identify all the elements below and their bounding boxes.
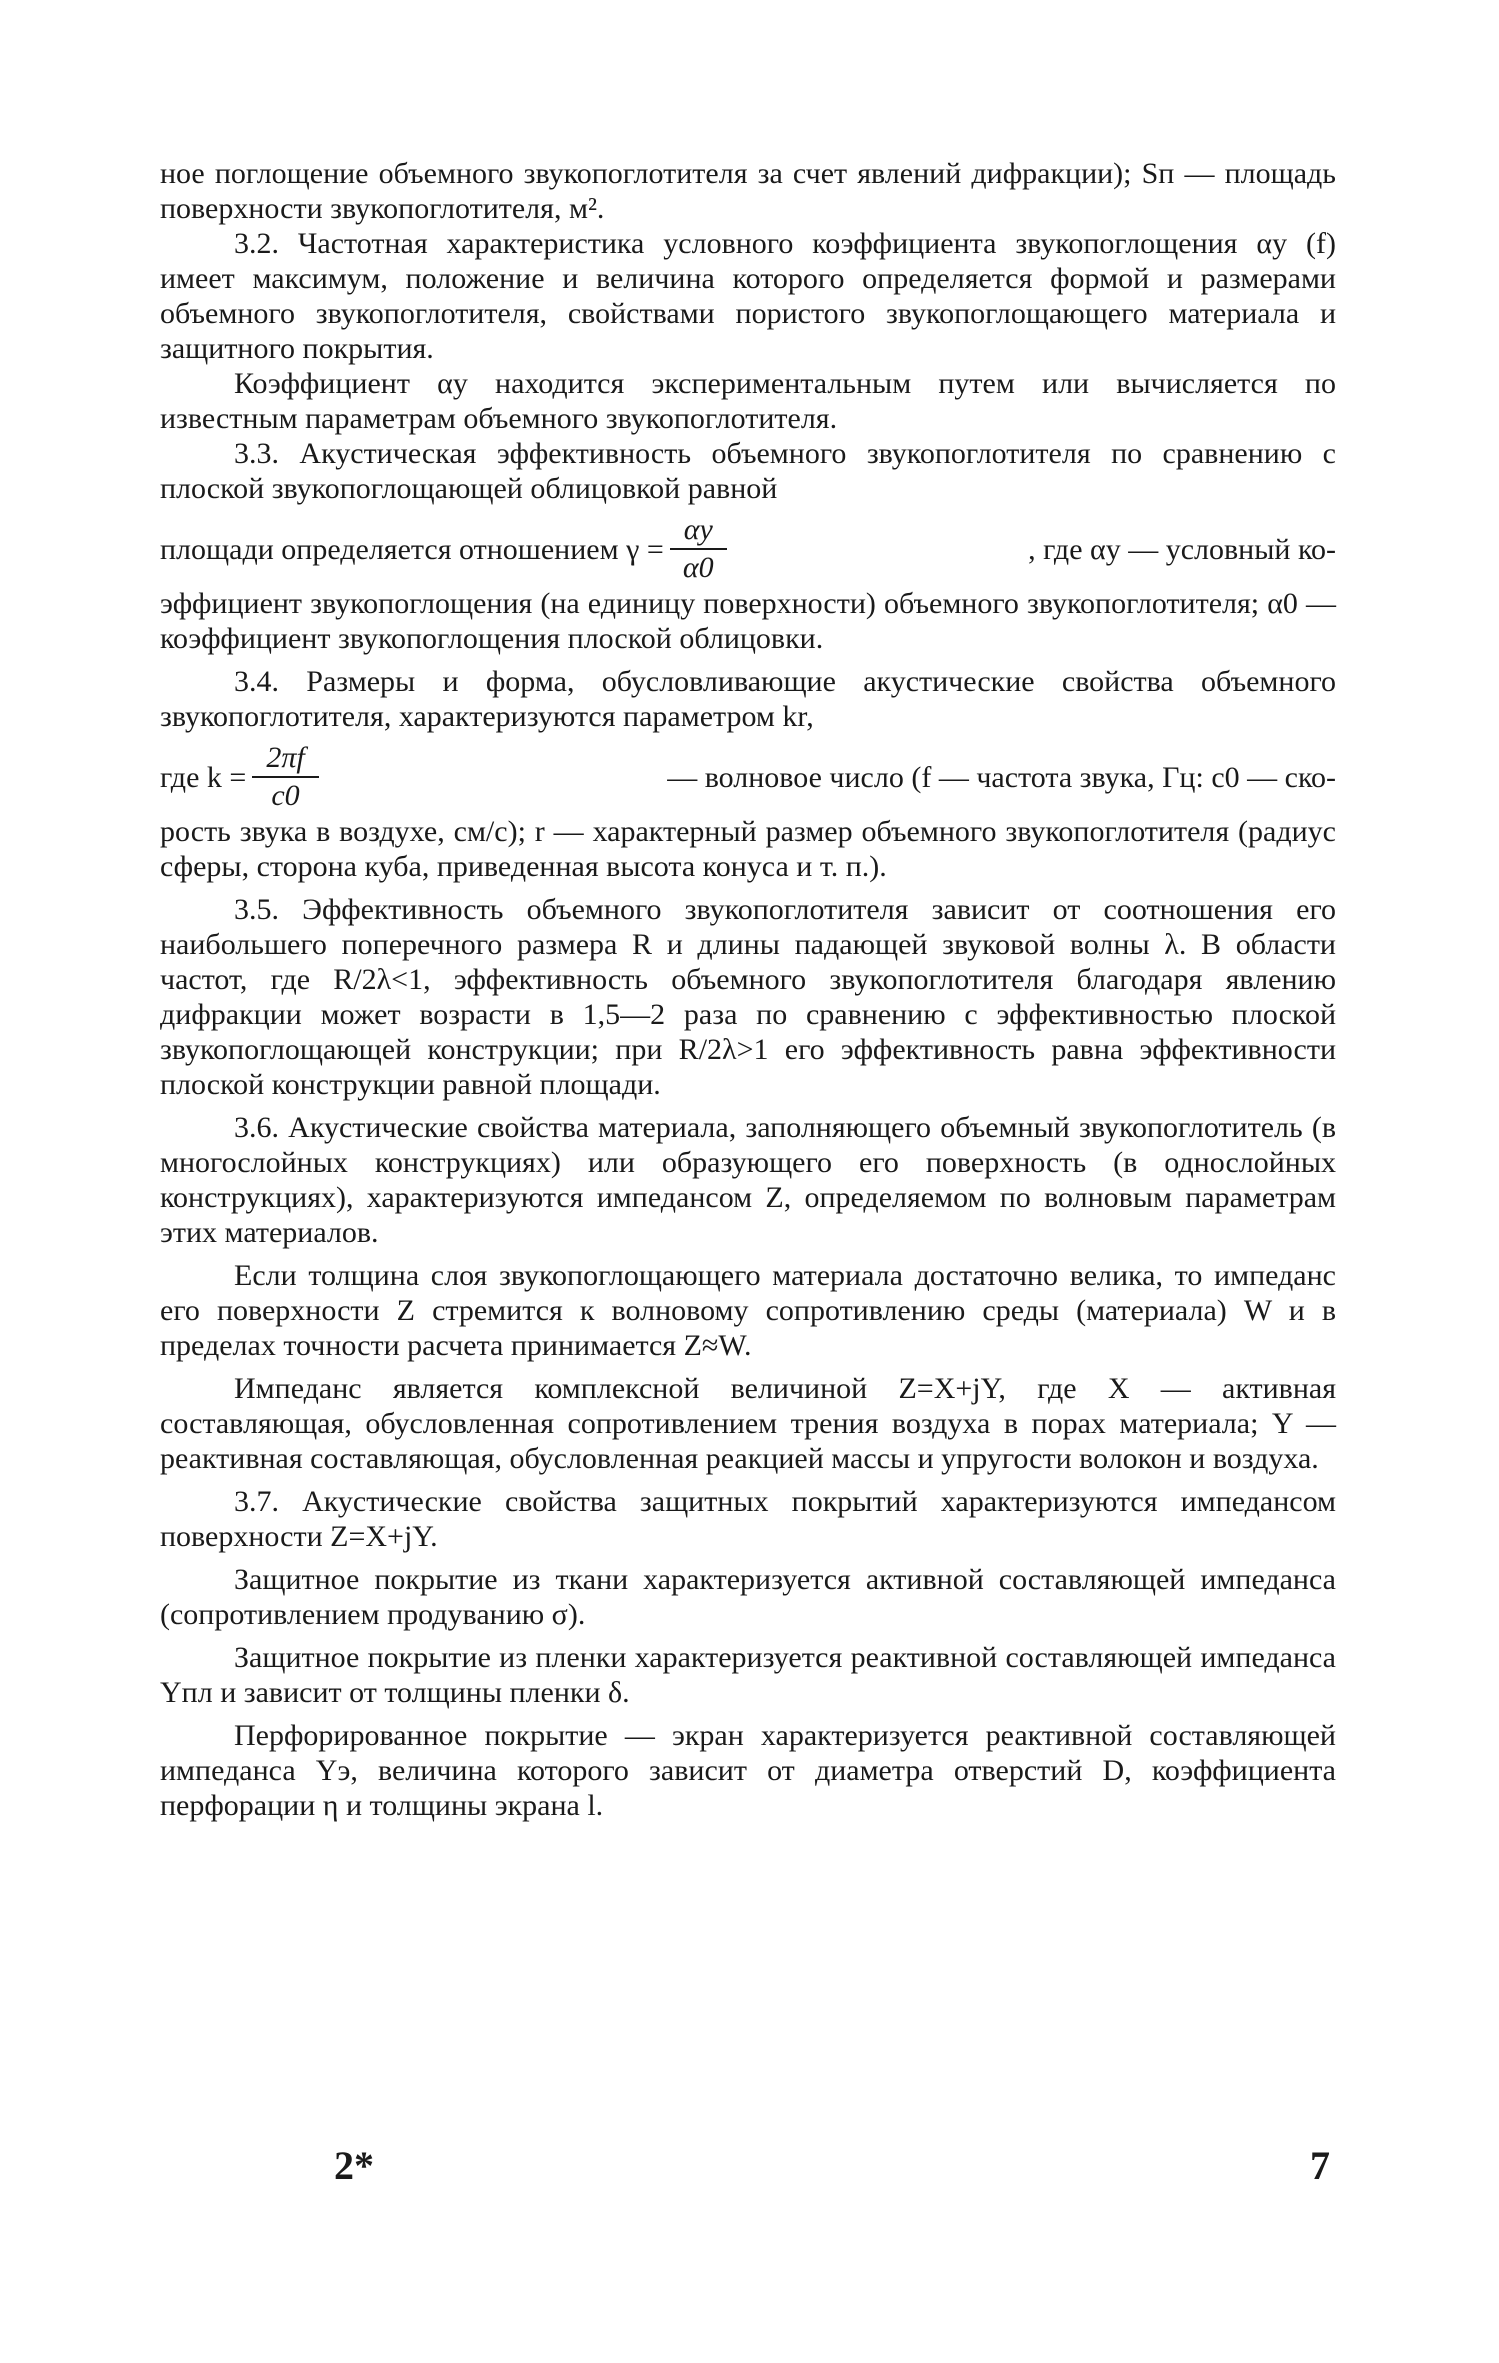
page-number: 7: [1310, 2143, 1330, 2188]
paragraph-3-4: 3.4. Размеры и форма, обусловливающие акустические свойства объемного звукопоглотителя, характеризуются параметром kr,: [160, 665, 1336, 733]
paragraph-3-2: 3.2. Частотная характеристика условного коэффициента звукопоглощения αу (f) имеет максимум, положение и величина которого определяется формой и размерами объемного звукопоглотителя, свойствами пористого звукопоглощающего материала и защитного покрытия.: [160, 227, 1336, 365]
paragraph-coefficient: Коэффициент αу находится экспериментальным путем или вычисляется по известным параметрам объемного звукопоглотителя.: [160, 367, 1336, 435]
fraction-numerator: 2πf: [252, 740, 318, 778]
fraction-gamma: [670, 512, 727, 586]
paragraph-3-3: 3.3. Акустическая эффективность объемного звукопоглотителя по сравнению с плоской звукопоглощающей облицовкой равной: [160, 437, 1336, 505]
signature-mark: 2*: [334, 2143, 374, 2188]
paragraph-3-5: 3.5. Эффективность объемного звукопоглотителя зависит от соотношения его наибольшего поперечного размера R и длины падающей звуковой волны λ. В области частот, где R/2λ<1, эффективность объемного звукопоглотителя благодаря явлению дифракции может возрасти в 1,5—2 раза по сравнению с эффективностью плоской звукопоглощающей конструкции; при R/2λ>1 его эффективность равна эффективности плоской конструкции равной площади.: [160, 893, 1336, 1101]
paragraph-continuation: ное поглощение объемного звукопоглотителя за счет явлений дифракции); Sп — площадь поверхности звукопоглотителя, м².: [160, 157, 1336, 225]
formula-k-tail: — волновое число (f — частота звука, Гц: c0 — ско-: [667, 760, 1336, 794]
formula-line-gamma: [160, 512, 1336, 586]
paragraph-3-7: 3.7. Акустические свойства защитных покрытий характеризуются импедансом поверхности Z=X+jY.: [160, 1485, 1336, 1553]
formula-k-text: где k =: [160, 760, 247, 794]
paragraph-film: Защитное покрытие из пленки характеризуется реактивной составляющей импеданса Yпл и зависит от толщины пленки δ.: [160, 1641, 1336, 1709]
paragraph-3-3-continuation: эффициент звукопоглощения (на единицу поверхности) объемного звукопоглотителя; α0 — коэффициент звукопоглощения плоской облицовки.: [160, 587, 1336, 655]
fraction-k: [252, 740, 318, 814]
fraction-numerator: αу: [670, 512, 727, 550]
page-body: [160, 156, 1336, 1823]
fraction-denominator: α0: [682, 551, 714, 584]
paragraph-fabric: Защитное покрытие из ткани характеризуется активной составляющей импеданса (сопротивлением продуванию σ).: [160, 1563, 1336, 1631]
formula-gamma-tail: , где αу — условный ко-: [1028, 532, 1336, 566]
paragraph-3-4-continuation: рость звука в воздухе, см/с); r — характерный размер объемного звукопоглотителя (радиус сферы, сторона куба, приведенная высота конуса и т. п.).: [160, 815, 1336, 883]
formula-gamma-text: площади определяется отношением γ =: [160, 532, 664, 566]
paragraph-impedance: Импеданс является комплексной величиной Z=X+jY, где X — активная составляющая, обусловленная сопротивлением трения воздуха в порах материала; Y — реактивная составляющая, обусловленная реакцией массы и упругости волокон и воздуха.: [160, 1372, 1336, 1475]
paragraph-thickness: Если толщина слоя звукопоглощающего материала достаточно велика, то импеданс его поверхности Z стремится к волновому сопротивлению среды (материала) W и в пределах точности расчета принимается Z≈W.: [160, 1259, 1337, 1362]
formula-line-k: [160, 740, 1336, 814]
fraction-denominator: c0: [271, 779, 300, 812]
paragraph-3-6: 3.6. Акустические свойства материала, заполняющего объемный звукопоглотитель (в многослойных конструкциях) или образующего его поверхность (в однослойных конструкциях), характеризуются импедансом Z, определяемом по волновым параметрам этих материалов.: [160, 1111, 1336, 1249]
paragraph-perforated: Перфорированное покрытие — экран характеризуется реактивной составляющей импеданса Yэ, величина которого зависит от диаметра отверстий D, коэффициента перфорации η и толщины экрана l.: [160, 1719, 1336, 1822]
